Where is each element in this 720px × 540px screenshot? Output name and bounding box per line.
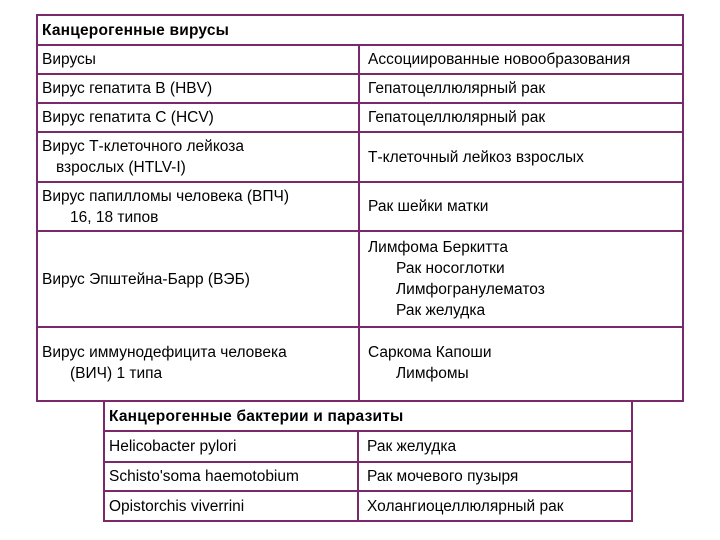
table-row <box>104 491 632 521</box>
virus-name: Вирус гепатита В (HBV) <box>37 74 359 103</box>
neoplasm: Рак мочевого пузыря <box>358 462 632 491</box>
viruses-header-agent: Вирусы <box>37 45 359 74</box>
neoplasm: Рак желудка <box>358 431 632 462</box>
neoplasm: Гепатоцеллюлярный рак <box>359 74 683 103</box>
table-row <box>37 327 683 401</box>
virus-name: Вирус папилломы человека (ВПЧ) 16, 18 типов <box>37 182 359 231</box>
neoplasm: Саркома Капоши Лимфомы <box>359 327 683 401</box>
neoplasm: Холангиоцеллюлярный рак <box>358 491 632 521</box>
virus-name: Вирус гепатита С (HCV) <box>37 103 359 132</box>
organism-name: Opistorchis viverrini <box>104 491 358 521</box>
organism-name: Schisto'soma haemotobium <box>104 462 358 491</box>
neoplasm: Рак шейки матки <box>359 182 683 231</box>
carcinogenic-viruses-table <box>36 14 684 402</box>
table-row <box>104 462 632 491</box>
table-row <box>37 103 683 132</box>
table-row <box>104 431 632 462</box>
table-row <box>37 132 683 182</box>
carcinogenic-bacteria-table <box>103 400 633 522</box>
virus-name: Вирус Эпштейна-Барр (ВЭБ) <box>37 231 359 327</box>
table-row <box>37 74 683 103</box>
table-row <box>37 182 683 231</box>
table-row <box>37 231 683 327</box>
neoplasm: Лимфома Беркитта Рак носоглотки Лимфогранулематоз Рак желудка <box>359 231 683 327</box>
neoplasm: Гепатоцеллюлярный рак <box>359 103 683 132</box>
bacteria-table-title: Канцерогенные бактерии и паразиты <box>104 401 632 431</box>
virus-name: Вирус иммунодефицита человека (ВИЧ) 1 типа <box>37 327 359 401</box>
organism-name: Helicobacter pylori <box>104 431 358 462</box>
viruses-header-row <box>37 45 683 74</box>
virus-name: Вирус Т-клеточного лейкоза взрослых (HTLV-I) <box>37 132 359 182</box>
viruses-header-neoplasm: Ассоциированные новообразования <box>359 45 683 74</box>
neoplasm: Т-клеточный лейкоз взрослых <box>359 132 683 182</box>
viruses-table-title: Канцерогенные вирусы <box>37 15 683 45</box>
